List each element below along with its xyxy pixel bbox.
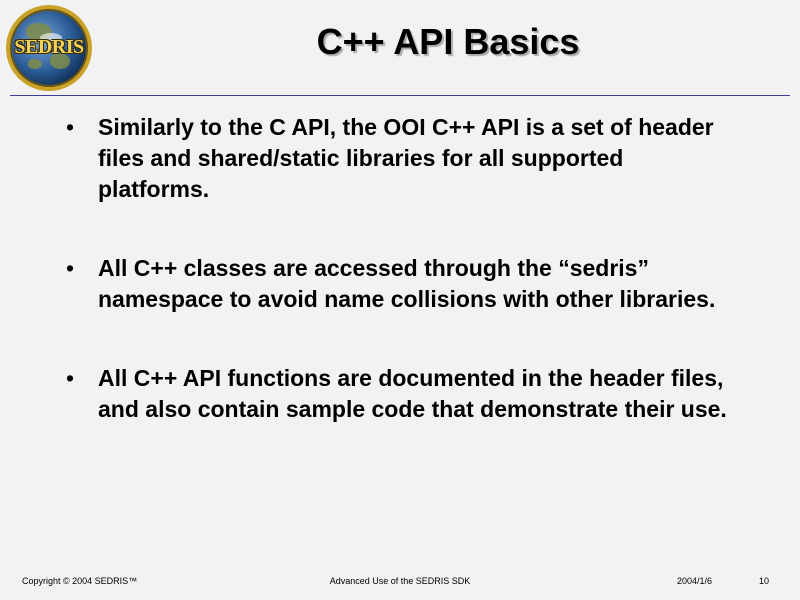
bullet-list xyxy=(66,112,736,425)
bullet-marker: • xyxy=(66,255,75,281)
bullet-text: All C++ classes are accessed through the “sedris” namespace to avoid name collisions with other libraries. xyxy=(98,255,716,312)
footer-date: 2004/1/6 xyxy=(677,576,713,586)
slide-title: C++ API Basics xyxy=(316,21,580,62)
bullet-marker: • xyxy=(66,114,75,140)
sedris-logo xyxy=(6,5,92,91)
footer-page-number: 10 xyxy=(759,576,770,586)
bullet-item xyxy=(66,363,736,425)
logo-text: SEDRIS xyxy=(14,36,84,58)
logo-landmass xyxy=(28,59,42,69)
footer-presentation-title: Advanced Use of the SEDRIS SDK xyxy=(329,576,471,586)
bullet-text: All C++ API functions are documented in the header files, and also contain sample code that demonstrate their use. xyxy=(98,365,727,422)
bullet-item xyxy=(66,253,736,315)
title-divider xyxy=(10,95,790,96)
bullet-marker: • xyxy=(66,365,75,391)
bullet-item xyxy=(66,112,736,205)
footer-copyright: Copyright © 2004 SEDRIS™ xyxy=(22,576,138,586)
bullet-text: Similarly to the C API, the OOI C++ API is a set of header files and shared/static libraries for all supported platforms. xyxy=(98,114,714,202)
